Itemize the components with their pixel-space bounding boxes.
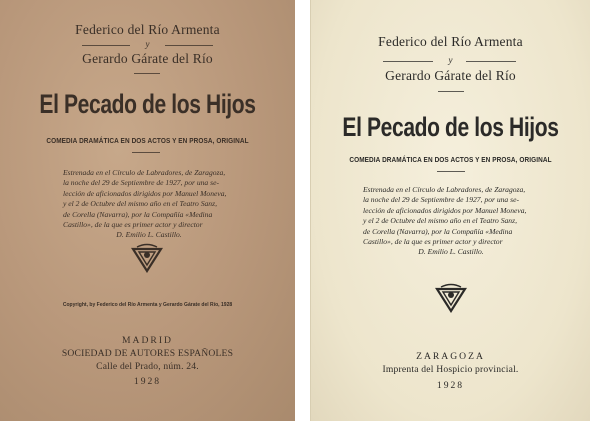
left-copyright: Copyright, by Federico del Río Armenta y Gerardo Gárate del Río, 1928	[62, 302, 233, 308]
left-rule-2	[165, 45, 213, 46]
left-publisher: SOCIEDAD DE AUTORES ESPAÑOLES	[61, 348, 234, 359]
right-printer: Imprenta del Hospicio provincial.	[382, 364, 519, 375]
right-author-2: Gerardo Gárate del Río	[385, 68, 516, 83]
gutter	[295, 0, 310, 421]
right-year: 1928	[436, 380, 465, 391]
left-premiere-text	[63, 168, 235, 241]
left-city: MADRID	[122, 335, 173, 346]
left-premiere-line: la noche del 29 de Septiembre de 1927, por una se-	[63, 178, 219, 188]
right-premiere-line: y el 2 de Octubre del mismo año en el Teatro Sanz,	[363, 216, 517, 226]
left-rule-3	[134, 73, 160, 74]
right-title: El Pecado de los Hijos	[342, 112, 559, 142]
right-cover	[310, 0, 590, 421]
left-title: El Pecado de los Hijos	[39, 89, 256, 119]
right-rule-3	[438, 91, 464, 92]
right-rule-4	[437, 171, 465, 172]
sociedad-autores-emblem-icon	[435, 283, 467, 313]
left-address: Calle del Prado, núm. 24.	[96, 361, 199, 372]
right-rule-2	[466, 61, 516, 62]
right-premiere-text	[363, 185, 539, 258]
left-premiere-line: D. Emilio L. Castillo.	[116, 230, 182, 240]
right-conjunction: y	[448, 55, 453, 65]
left-author-1: Federico del Río Armenta	[75, 22, 220, 37]
left-rule-4	[132, 152, 160, 153]
right-premiere-line: la noche del 29 de Septiembre de 1927, por una se-	[363, 195, 519, 205]
right-premiere-line: Estrenada en el Círculo de Labradores, de Zaragoza,	[363, 185, 526, 194]
right-premiere-line: D. Emilio L. Castillo.	[418, 247, 484, 257]
left-subtitle: COMEDIA DRAMÁTICA EN DOS ACTOS Y EN PROSA, ORIGINAL	[46, 136, 249, 145]
left-premiere-line: y el 2 de Octubre del mismo año en el Teatro Sanz,	[63, 199, 217, 209]
left-conjunction: y	[145, 39, 150, 49]
right-premiere-line: de Corella (Navarra), por la Compañía «Medina	[363, 226, 513, 236]
right-premiere-line: Castillo», de la que es primer actor y director	[363, 237, 503, 247]
left-premiere-line: lección de aficionados dirigidos por Manuel Moneva,	[63, 188, 227, 198]
left-premiere-line: Estrenada en el Círculo de Labradores, de Zaragoza,	[63, 168, 226, 177]
right-author-1: Federico del Río Armenta	[378, 34, 523, 49]
left-year: 1928	[133, 376, 162, 387]
right-premiere-line: lección de aficionados dirigidos por Manuel Moneva,	[363, 205, 527, 215]
right-subtitle: COMEDIA DRAMÁTICA EN DOS ACTOS Y EN PROSA, ORIGINAL	[349, 155, 552, 164]
left-author-2: Gerardo Gárate del Río	[82, 51, 213, 66]
left-premiere-line: Castillo», de la que es primer actor y director	[63, 220, 203, 230]
left-premiere-line: de Corella (Navarra), por la Compañía «Medina	[63, 209, 213, 219]
right-city: ZARAGOZA	[416, 351, 485, 362]
sociedad-autores-emblem-icon	[131, 243, 163, 273]
